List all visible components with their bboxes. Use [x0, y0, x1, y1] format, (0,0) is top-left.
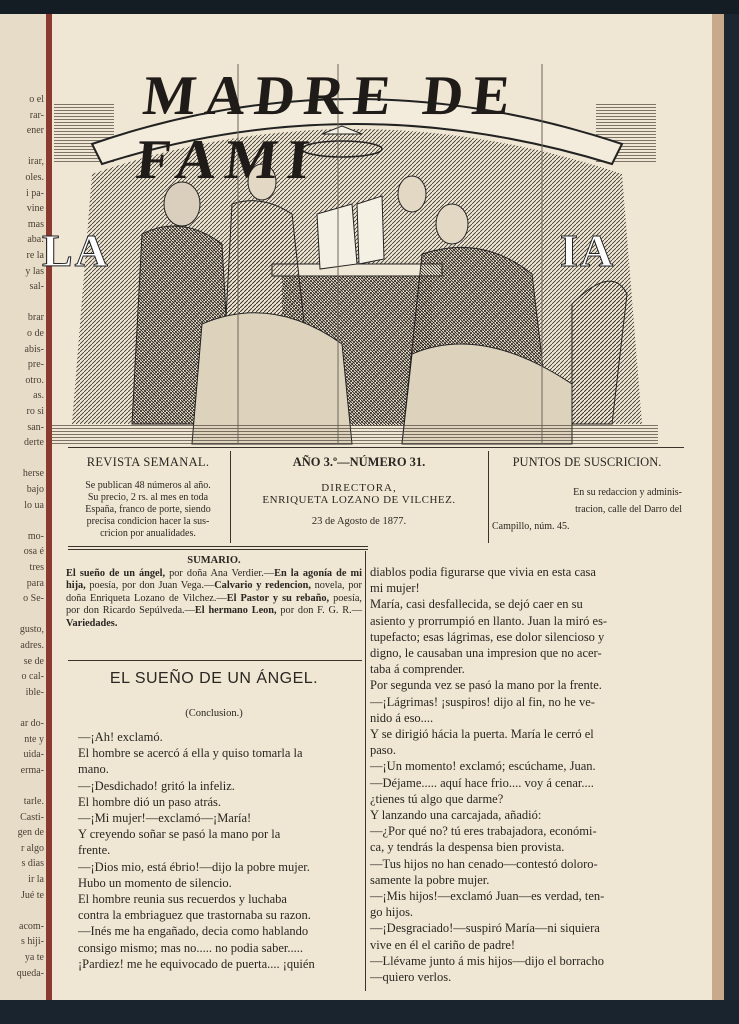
header-divider-right: [488, 451, 489, 543]
article-line: —Tus hijos no han cenado—contestó doloro-: [370, 856, 598, 871]
header-right-block: [492, 455, 682, 535]
left-page-fragment: aba:: [27, 234, 44, 246]
left-page-fragment: gusto,: [19, 624, 44, 636]
article-right-column: [370, 564, 642, 985]
left-page-fragment: nte y: [24, 733, 44, 745]
left-page-fragment: queda-: [16, 967, 44, 979]
article-line: El hombre reunia sus recuerdos y luchaba: [78, 892, 287, 907]
scan-top-border: [0, 0, 739, 14]
header-center-block: [232, 455, 486, 527]
left-page-fragment: ir la: [28, 874, 44, 885]
left-page-fragment: y las: [25, 265, 44, 277]
summary-item-text: poesía, por don Juan Vega.—: [85, 580, 215, 592]
left-page-fragment: rar-: [29, 109, 44, 121]
article-line: —¡Mis hijos!—exclamó Juan—es verdad, ten-: [370, 889, 605, 904]
summary-item-title: El Pastor y su rebaño,: [226, 592, 330, 604]
issue-date: 23 de Agosto de 1877.: [311, 516, 407, 527]
article-line: go hijos.: [370, 905, 414, 920]
masthead-fragment-left: LA: [42, 225, 110, 276]
left-page-fragment: uida-: [23, 749, 44, 761]
article-line: —Llévame junto á mis hijos—dijo el borracho: [370, 953, 604, 968]
left-page-fragment: otro.: [25, 374, 44, 386]
article-line: María, casi desfallecida, se dejó caer en su: [370, 597, 583, 612]
summary-bottom-rule: [68, 660, 362, 661]
scan-bottom-border: [0, 1000, 739, 1024]
article-line: mi mujer!: [370, 581, 420, 596]
left-page-fragment: o cal-: [21, 671, 44, 683]
article-line: —Inés me ha engañado, decia como hablando: [78, 924, 309, 939]
article-line: —¡Un momento! exclamó; escúchame, Juan.: [370, 759, 596, 774]
header-bottom-rule-left: [68, 546, 368, 547]
article-line: Y se dirigió hácia la puerta. María le cerró el: [370, 727, 594, 742]
left-page-fragment: para: [26, 577, 44, 589]
left-page-fragment: mo-: [27, 530, 44, 542]
masthead-title: MADRE DE FAMI: [133, 65, 522, 191]
summary-item-text: por doña Ana Verdier.—: [165, 567, 275, 579]
director-label: DIRECTORA,: [321, 482, 397, 494]
left-page-fragment: ar do-: [20, 718, 44, 729]
left-page-fragment: ro si: [26, 406, 44, 417]
left-page-fragment: o de: [27, 328, 44, 339]
summary-item-title: El hermano Leon,: [194, 605, 277, 617]
article-line: Y creyendo soñar se pasó la mano por la: [78, 827, 281, 842]
article-line: ¡Pardiez! me he equivocado de puerta.... ¡quién: [78, 956, 315, 971]
article-line: —¡Desgraciado!—suspiró María—ni siquiera: [370, 921, 600, 936]
summary-item-title: Variedades.: [66, 617, 118, 629]
summary-item-text: poesía, por don Ricardo Sepúlveda.—: [66, 592, 362, 617]
left-page-fragment: sal-: [29, 281, 44, 293]
left-page-fragment: san-: [27, 421, 44, 433]
left-page-fragment: gen de: [17, 827, 44, 839]
left-page-edge: [0, 14, 49, 1000]
header-right-line-1: En su redaccion y adminis-: [573, 487, 682, 498]
left-page-fragment: r algo: [20, 842, 44, 854]
left-page-fragment: adres.: [20, 640, 44, 651]
left-page-fragment: se de: [23, 655, 44, 667]
header-divider-left: [230, 451, 231, 543]
masthead-fragment-right: IA: [560, 225, 616, 276]
left-page-fragment: abis-: [24, 343, 44, 355]
summary-item-text: por don F. G. R.—: [276, 605, 362, 617]
left-page-fragment: Jué te: [20, 889, 44, 901]
article-line: nido á eso....: [370, 710, 434, 725]
article-line: Por segunda vez se pasó la mano por la frente.: [370, 678, 602, 693]
left-page-fragment: mas: [27, 218, 44, 230]
left-page-fragment: tarle.: [23, 796, 44, 807]
article-line: contra la embriaguez que trastornaba su razon.: [78, 908, 311, 923]
header-right-line-2: tracion, calle del Darro del: [575, 504, 682, 515]
summary-item-text: novela, por doña Enriqueta Lozano de Vilchez.—: [66, 580, 362, 604]
summary-title: SUMARIO.: [187, 555, 241, 566]
header-left-line-4: precisa condicion hacer la sus-: [86, 516, 210, 527]
article-line: vive en él el cariño de padre!: [370, 937, 516, 952]
header-left-line-3: España, franco de porte, siendo: [85, 504, 211, 515]
left-page-fragment: pre-: [27, 359, 44, 371]
header-left-line-1: Se publican 48 números al año.: [85, 480, 211, 491]
article-line: samente la pobre mujer.: [370, 872, 490, 887]
header-bottom-rule-left-2: [68, 549, 368, 550]
header-right-line-3: Campillo, núm. 45.: [492, 521, 570, 532]
left-page-fragment: erma-: [20, 764, 44, 776]
left-page-fragment: ener: [26, 125, 44, 137]
summary-item-title: En la agonía de mi hija,: [66, 567, 362, 592]
left-page-fragment: irar,: [28, 156, 44, 168]
newspaper-page: [42, 14, 718, 1000]
article-line: —¡Mi mujer!—exclamó—¡María!: [78, 811, 252, 826]
article-line: ca, y tendrás la despensa bien provista.: [370, 840, 565, 855]
column-divider: [365, 551, 366, 991]
left-page-fragment: i pa-: [25, 187, 44, 199]
header-left-title: REVISTA SEMANAL.: [86, 455, 210, 469]
summary-items: [66, 568, 362, 631]
header-right-title: PUNTOS DE SUSCRICION.: [512, 455, 662, 469]
article-title: EL SUEÑO DE UN ÁNGEL.: [109, 670, 319, 687]
left-page-fragment: tres: [29, 562, 44, 573]
left-page-fragment: osa é: [23, 546, 44, 558]
article-line: —¡Lágrimas! ¡suspiros! dijo al fin, no he ve-: [370, 694, 595, 709]
article-line: tupefacto; esas lágrimas, ese dolor silencioso y: [370, 629, 605, 644]
left-page-fragment: acom-: [19, 920, 44, 932]
article-line: —¡Desdichado! gritó la infeliz.: [78, 778, 235, 793]
article-subtitle: (Conclusion.): [185, 708, 243, 719]
article-line: diablos podia figurarse que vivia en esta casa: [370, 565, 596, 579]
left-page-fragment: o Se-: [23, 593, 44, 605]
issue-number: AÑO 3.º—NÚMERO 31.: [292, 455, 426, 469]
article-line: consigo mismo; mas no..... no podia saber.....: [78, 940, 303, 955]
left-page-fragment: s dias: [21, 858, 44, 870]
article-line: mano.: [78, 762, 109, 777]
header-top-rule: [68, 447, 684, 448]
left-page-fragment: s hiji-: [20, 936, 44, 948]
director-name: ENRIQUETA LOZANO DE VILCHEZ.: [262, 494, 456, 506]
left-page-fragment: re la: [26, 250, 44, 261]
article-line: —¡Dios mio, está ébrio!—dijo la pobre mujer.: [78, 859, 310, 874]
article-line: —¡Ah! exclamó.: [78, 730, 163, 744]
article-line: paso.: [370, 743, 397, 758]
left-page-fragment: lo ua: [24, 499, 44, 511]
article-line: —Déjame..... aquí hace frio.... voy á cenar....: [370, 775, 594, 790]
left-page-fragment: vine: [26, 203, 44, 215]
header-left-line-2: Su precio, 2 rs. al mes en toda: [87, 492, 209, 503]
article-line: digno, le causaban una impresion que no acer-: [370, 646, 602, 661]
article-line: El hombre dió un paso atrás.: [78, 794, 222, 809]
summary-box: [66, 555, 362, 631]
left-page-fragment: as.: [33, 390, 44, 402]
left-page-fragment: herse: [22, 468, 44, 480]
article-line: —¿Por qué no? tú eres trabajadora, económi-: [370, 824, 597, 839]
left-page-fragment: bajo: [26, 484, 44, 495]
summary-item-title: El sueño de un ángel,: [66, 567, 166, 579]
left-page-fragment: derte: [24, 437, 44, 449]
left-page-fragment: ible-: [25, 686, 44, 698]
article-line: frente.: [78, 843, 111, 858]
masthead-illustration: [42, 64, 658, 444]
article-line: ¿tienes tú algo que darme?: [370, 791, 504, 806]
left-page-fragment: brar: [27, 312, 44, 324]
header-left-line-5: cricion por anualidades.: [100, 528, 196, 539]
summary-item-title: Calvario y redencion,: [214, 580, 311, 592]
right-page-edge: [712, 14, 724, 1000]
article-line: asiento y prorrumpió en llanto. Juan la miró es-: [370, 613, 608, 628]
left-page-fragment: o el: [29, 94, 44, 105]
left-page-fragment: ya te: [24, 952, 44, 963]
header-left-block: [68, 455, 228, 540]
article-line: El hombre se acercó á ella y quiso tomarla la: [78, 746, 303, 761]
left-page-fragment: oles.: [25, 172, 44, 183]
article-line: —quiero verlos.: [370, 970, 452, 985]
article-line: Y lanzando una carcajada, añadió:: [370, 808, 542, 823]
left-page-fragment: Casti-: [20, 811, 44, 823]
article-left-column: [78, 729, 364, 972]
article-line: Hubo un momento de silencio.: [78, 875, 232, 890]
article-line: taba á comprender.: [370, 662, 465, 677]
